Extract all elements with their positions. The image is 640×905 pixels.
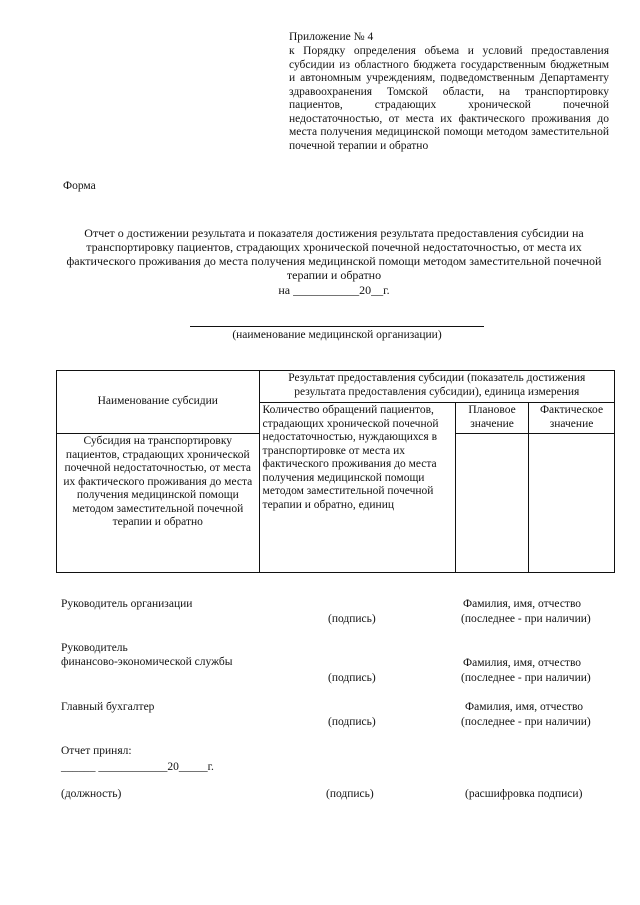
sig-accountant-fio: Фамилия, имя, отчество	[465, 701, 584, 713]
org-name-caption: (наименование медицинской организации)	[232, 329, 442, 341]
sig-head-org-signature: (подпись)	[328, 613, 376, 625]
org-name-line	[190, 326, 484, 327]
sig-accountant-label: Главный бухгалтер	[61, 701, 155, 713]
form-label: Форма	[63, 180, 96, 192]
report-table	[56, 370, 615, 573]
subsidy-name-cell: Субсидия на транспортировку пациентов, страдающих хронической почечной недостаточностью, от места их фактического проживания до места получения медицинской помощи методом заместительной почечной терапии и обратно	[57, 434, 260, 573]
accepted-signature-caption: (подпись)	[326, 788, 374, 800]
accepted-decoding-caption: (расшифровка подписи)	[465, 788, 583, 800]
header-subsidy-name: Наименование субсидии	[57, 371, 260, 434]
sig-head-fin-label-2: финансово-экономической службы	[61, 656, 233, 668]
header-result: Результат предоставления субсидии (показатель достижения результата предоставления субсидии), единица измерения	[259, 371, 614, 403]
header-planned: Плановое значение	[456, 403, 529, 434]
sig-head-org-fio-note: (последнее - при наличии)	[461, 613, 591, 625]
accepted-label: Отчет принял:	[61, 745, 132, 757]
header-actual: Фактическое значение	[529, 403, 615, 434]
appendix-text: к Порядку определения объема и условий предоставления субсидии из областного бюджета государственным бюджетным и автономным учреждениям, подведомственным Департаменту здравоохранения Томской области, на транспортировку пациентов, страдающих хронической почечной недостаточностью, от места их фактического проживания до места получения медицинской помощи методом заместительной почечной терапии и обратно	[289, 45, 609, 152]
sig-head-fin-fio: Фамилия, имя, отчество	[463, 657, 582, 669]
appendix-title: Приложение № 4	[289, 31, 374, 43]
accepted-position-caption: (должность)	[61, 788, 122, 800]
planned-value-cell[interactable]	[456, 434, 529, 573]
report-date-line: на ___________20__г.	[278, 283, 390, 297]
sig-accountant-signature: (подпись)	[328, 716, 376, 728]
sig-accountant-fio-note: (последнее - при наличии)	[461, 716, 591, 728]
actual-value-cell[interactable]	[529, 434, 615, 573]
sig-head-fin-label-1: Руководитель	[61, 642, 128, 654]
sig-head-fin-fio-note: (последнее - при наличии)	[461, 672, 591, 684]
sig-head-fin-signature: (подпись)	[328, 672, 376, 684]
sig-head-org-fio: Фамилия, имя, отчество	[463, 598, 582, 610]
report-title: Отчет о достижении результата и показателя достижения результата предоставления субсидии на транспортировку пациентов, страдающих хронической почечной недостаточностью, от места их фактического проживания до места получения медицинской помощи методом заместительной почечной терапии и обратно	[66, 226, 602, 282]
indicator-cell: Количество обращений пациентов, страдающих хронической почечной недостаточностью, нуждающихся в транспортировке от места их фактического проживания до места получения медицинской помощи методом заместительной почечной терапии и обратно, единиц	[259, 403, 456, 573]
sig-head-org-label: Руководитель организации	[61, 598, 193, 610]
accepted-date-line: ______ ____________20_____г.	[61, 761, 214, 773]
